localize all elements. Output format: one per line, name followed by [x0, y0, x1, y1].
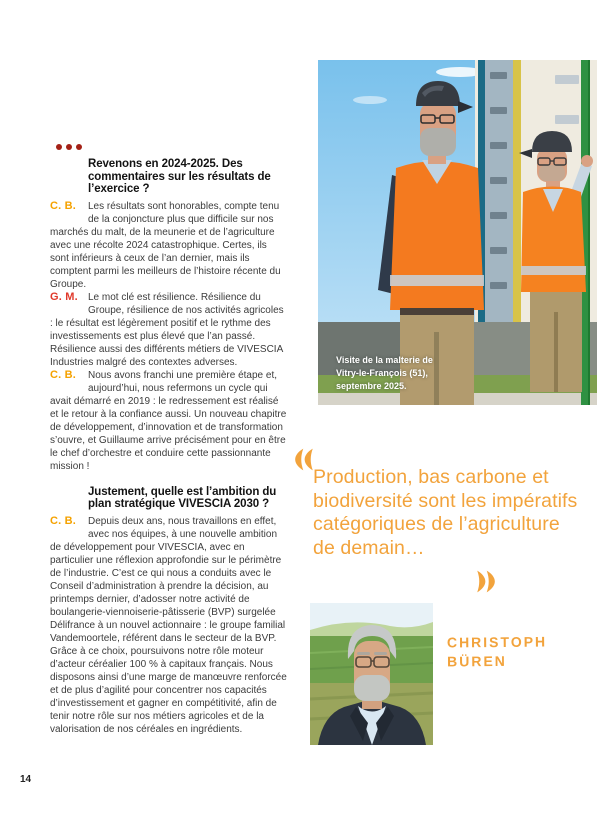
pull-quote: [292, 442, 587, 597]
answer-text: Nous avons franchi une première étape et, aujourd’hui, nous refermons un cycle qui avait démarré en 2019 : le redressement est réalisé et le retour à la confiance aussi. Un nouveau chapitre de développement, d’innovation et de transformation s’ouvre, et Guillaume arrive précisément pour en être le chef d’orchestre et conduire cette passionnante mission !: [50, 369, 287, 472]
answer-text: Depuis deux ans, nous travaillons en effet, avec nos équipes, à une nouvelle ambition de développement pour VIVESCIA, avec en particulier une réflexion approfondie sur le périmètre de l’industrie. C’est ce qui nous a conduits avec le Conseil d’administration à prendre la décision, au printemps dernier, d’adosser notre activité de boulangerie-viennoiserie-pâtisserie (BVP) surgelée Délifrance à un nouvel actionnaire : le groupe familial Vandemoortele, référent dans le secteur de la BVP. Grâce à ce choix, poursuivons notre rôle moteur d’acteur céréalier 100 % à capitaux français. Nous disposons ainsi d’une marge de manœuvre renforcée et de plus d’agilité pour concentrer nos capacités d’investissement et gagner en compétitivité, afin de tenir notre rôle sur nos métiers agricoles et de la valorisation de nos céréales en ingrédients.: [50, 515, 287, 735]
interview-answer: [50, 291, 288, 369]
site-visit-photo: [318, 60, 597, 405]
quote-text: Production, bas carbone et biodiversité sont les impératifs catégoriques de l’agriculture de demain…: [313, 466, 578, 559]
portrait-illustration: [310, 603, 433, 745]
speaker-initials: C. B.: [50, 368, 77, 381]
dot-icon: [56, 144, 62, 150]
section-marker-dots-icon: [56, 144, 82, 150]
page-number: 14: [20, 774, 32, 785]
dot-icon: [66, 144, 72, 150]
speaker-initials: G. M.: [50, 290, 78, 303]
interview-answer: [50, 515, 288, 736]
interview-column: [50, 158, 288, 736]
photo-caption: Visite de la malterie de Vitry-le-François (51), septembre 2025.: [336, 355, 433, 391]
answer-text: Les résultats sont honorables, compte tenu de la conjoncture plus que difficile sur nos marchés du malt, de la meunerie et de l’agriculture avec une récolte 2024 catastrophique. Certes, ils sont inférieurs à ceux de l’an dernier, mais ils comptent parmi les meilleurs de l’histoire récente du Groupe.: [50, 200, 281, 290]
close-quote-icon: [470, 570, 498, 593]
interview-question-1: Revenons en 2024-2025. Des commentaires sur les résultats de l’exercice ?: [88, 158, 271, 195]
interview-question-2: Justement, quelle est l’ambition du plan stratégique VIVESCIA 2030 ?: [88, 485, 277, 510]
speaker-initials: C. B.: [50, 514, 77, 527]
person-last-name: BÜREN: [447, 652, 507, 670]
portrait-photo: [310, 603, 433, 745]
speaker-initials: C. B.: [50, 199, 77, 212]
cloud: [353, 96, 387, 104]
dot-icon: [76, 144, 82, 150]
answer-text: Le mot clé est résilience. Résilience du Groupe, résilience de nos activités agricoles : le résultat est légèrement positif et le rythme des investissements est plus élevé que l’an passé. Résilience aussi des différents métiers de VIVESCIA Industries malgré des contextes adverses.: [50, 291, 284, 368]
person-first-name: CHRISTOPH: [446, 633, 548, 651]
person-name: [447, 633, 548, 672]
interview-answer: [50, 369, 288, 473]
interview-answer: [50, 200, 288, 291]
